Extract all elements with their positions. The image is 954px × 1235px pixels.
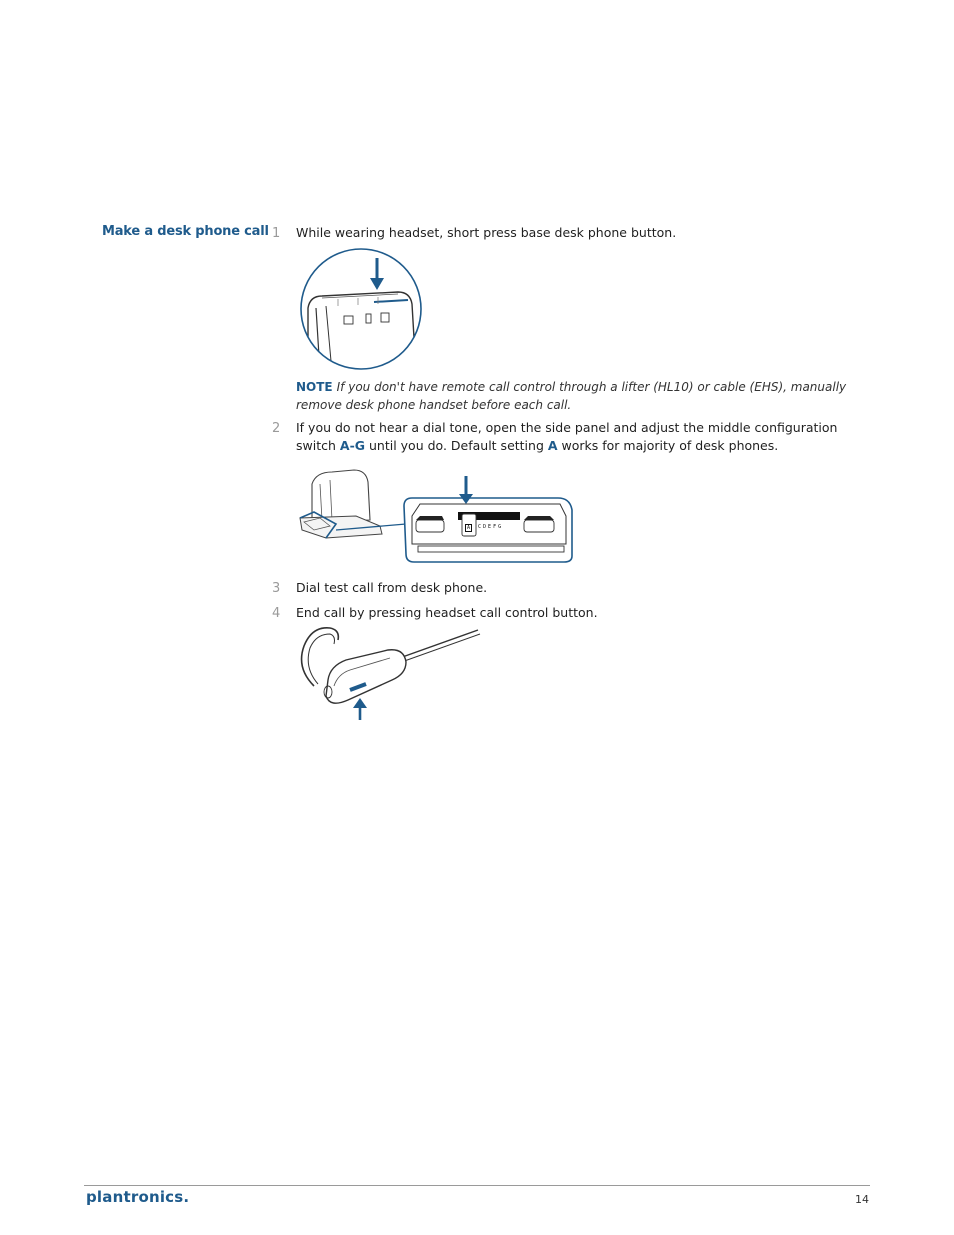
step-text-part: works for majority of desk phones. bbox=[557, 438, 779, 453]
switch-range-highlight: A-G bbox=[339, 438, 366, 453]
step-number: 4 bbox=[272, 606, 281, 621]
base-desk-phone-button-illustration bbox=[298, 246, 426, 372]
switch-label-e: E bbox=[488, 524, 492, 530]
step-text: While wearing headset, short press base desk phone button. bbox=[296, 225, 677, 240]
headset-call-button-illustration bbox=[294, 624, 484, 724]
step-text bbox=[296, 419, 868, 455]
switch-label-f: F bbox=[493, 524, 497, 530]
step-text-part: until you do. Default setting bbox=[365, 438, 548, 453]
page-number: 14 bbox=[855, 1193, 869, 1206]
configuration-switch-illustration bbox=[296, 464, 576, 568]
switch-label-g: G bbox=[498, 524, 502, 530]
step-text: Dial test call from desk phone. bbox=[296, 580, 488, 595]
switch-label-d: D bbox=[483, 524, 487, 530]
section-title: Make a desk phone call bbox=[102, 224, 269, 239]
switch-label-a: A bbox=[467, 525, 471, 531]
step-number: 3 bbox=[272, 581, 281, 596]
note bbox=[296, 378, 866, 414]
note-text: If you don't have remote call control through a lifter (HL10) or cable (EHS), manually remove desk phone handset before each call. bbox=[296, 380, 847, 412]
switch-label-c: C bbox=[478, 524, 482, 530]
step-number: 1 bbox=[272, 226, 281, 241]
step-number: 2 bbox=[272, 421, 281, 436]
switch-position-labels bbox=[465, 524, 501, 532]
step-text-part: If you do not hear a dial tone, open the side panel and adjust the middle configuration switch bbox=[296, 420, 838, 453]
note-label: NOTE bbox=[296, 380, 333, 394]
plantronics-logo: plantronics. bbox=[86, 1188, 190, 1206]
step-text: End call by pressing headset call control button. bbox=[296, 605, 598, 620]
footer-divider bbox=[84, 1185, 870, 1186]
default-setting-highlight: A bbox=[547, 438, 558, 453]
